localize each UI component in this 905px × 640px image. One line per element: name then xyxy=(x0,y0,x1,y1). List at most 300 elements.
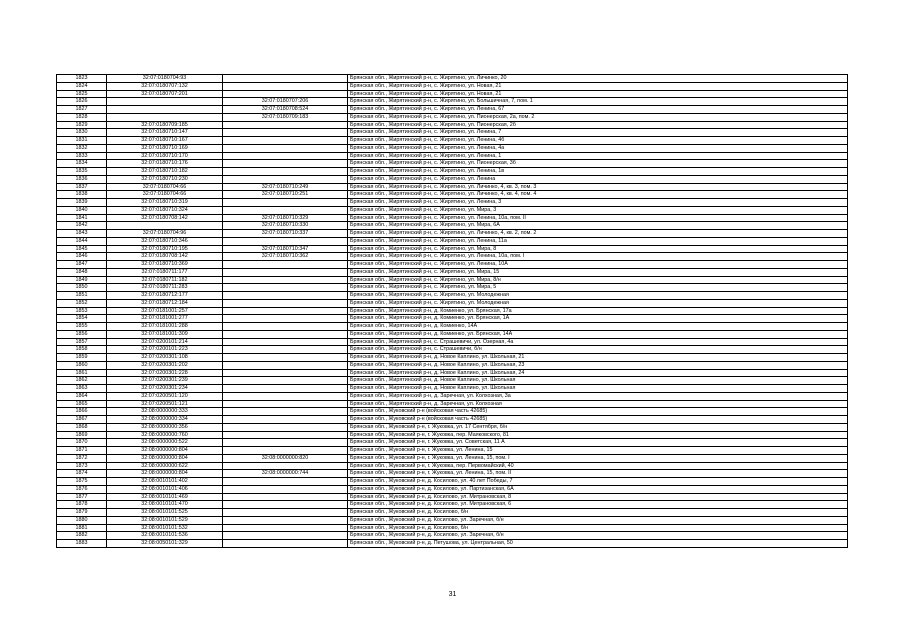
address-cell: Брянская обл., Жирятинский р-н, с. Жирятино, ул. Ленина, 1в xyxy=(348,168,848,176)
row-number-cell: 1857 xyxy=(57,338,107,346)
row-number-cell: 1826 xyxy=(57,98,107,106)
premises-number-cell: 32:07:0180710:251 xyxy=(223,191,348,199)
cadastral-number-cell: 32:07:0181001:288 xyxy=(107,323,223,331)
table-row xyxy=(57,230,848,238)
table-row xyxy=(57,416,848,424)
address-cell: Брянская обл., Жуковский р-н, д. Косилово, ул. Заречная, б/н xyxy=(348,516,848,524)
cadastral-number-cell: 32:07:0200301:234 xyxy=(107,385,223,393)
row-number-cell: 1850 xyxy=(57,284,107,292)
table-row xyxy=(57,75,848,83)
table-row xyxy=(57,237,848,245)
premises-number-cell: 32:07:0180710:362 xyxy=(223,253,348,261)
premises-number-cell xyxy=(223,299,348,307)
table-row xyxy=(57,392,848,400)
address-cell: Брянская обл., Жирятинский р-н, д. Комиенко, ул. Брянская, 1А xyxy=(348,315,848,323)
address-cell: Брянская обл., Жирятинский р-н, д. Комиенко, ул. Брянская, 17а xyxy=(348,307,848,315)
premises-number-cell xyxy=(223,540,348,548)
table-row xyxy=(57,183,848,191)
address-cell: Брянская обл., Жуковский р-н, д. Косилово, б/н xyxy=(348,509,848,517)
premises-number-cell xyxy=(223,408,348,416)
row-number-cell: 1831 xyxy=(57,137,107,145)
cadastral-number-cell: 32:07:0180710:170 xyxy=(107,152,223,160)
address-cell: Брянская обл., Жирятинский р-н, с. Страшевичи, б/н xyxy=(348,346,848,354)
address-cell: Брянская обл., Жуковский р-н, д. Косилово, ул. Партизанская, 6А xyxy=(348,485,848,493)
cadastral-number-cell: 32:08:0000000:356 xyxy=(107,423,223,431)
cadastral-number-cell xyxy=(107,222,223,230)
address-cell: Брянская обл., Жирятинский р-н, с. Жирятино, ул. Ленина, 4б xyxy=(348,137,848,145)
row-number-cell: 1877 xyxy=(57,493,107,501)
cadastral-number-cell: 32:08:0000000:760 xyxy=(107,431,223,439)
premises-number-cell xyxy=(223,361,348,369)
row-number-cell: 1843 xyxy=(57,230,107,238)
row-number-cell: 1854 xyxy=(57,315,107,323)
premises-number-cell xyxy=(223,261,348,269)
premises-number-cell xyxy=(223,307,348,315)
address-cell: Брянская обл., Жуковский р-н, д. Петушова, ул. Центральная, 50 xyxy=(348,540,848,548)
address-cell: Брянская обл., Жуковский р-н, д. Косилово, ул. Митрановская, 6 xyxy=(348,501,848,509)
premises-number-cell: 32:07:0180709:183 xyxy=(223,113,348,121)
row-number-cell: 1824 xyxy=(57,82,107,90)
address-cell: Брянская обл., Жирятинский р-н, с. Жирятино, ул. Ленина, 11а xyxy=(348,237,848,245)
premises-number-cell xyxy=(223,392,348,400)
cadastral-number-cell: 32:07:0180710:167 xyxy=(107,137,223,145)
address-cell: Брянская обл., Жирятинский р-н, с. Жирятино, ул. Личинко, 4, кв. 2, пом. 2 xyxy=(348,230,848,238)
cadastral-number-cell: 32:07:0180710:319 xyxy=(107,199,223,207)
cadastral-number-cell: 32:07:0180704:66 xyxy=(107,183,223,191)
table-row xyxy=(57,400,848,408)
table-row xyxy=(57,330,848,338)
premises-number-cell xyxy=(223,152,348,160)
row-number-cell: 1836 xyxy=(57,175,107,183)
table-row xyxy=(57,90,848,98)
address-cell: Брянская обл., Жуковский р-н, г. Жуковка, ул. Советская, 11 А xyxy=(348,439,848,447)
cadastral-number-cell: 32:07:0180704:93 xyxy=(107,75,223,83)
premises-number-cell xyxy=(223,400,348,408)
address-cell: Брянская обл., Жирятинский р-н, с. Жирятино, ул. Мира, 15 xyxy=(348,268,848,276)
row-number-cell: 1834 xyxy=(57,160,107,168)
cadastral-number-cell: 32:08:0010101:529 xyxy=(107,516,223,524)
premises-number-cell xyxy=(223,330,348,338)
cadastral-number-cell: 32:07:0181001:257 xyxy=(107,307,223,315)
cadastral-number-cell: 32:07:0180708:142 xyxy=(107,253,223,261)
table-row xyxy=(57,222,848,230)
premises-number-cell xyxy=(223,377,348,385)
premises-number-cell xyxy=(223,206,348,214)
premises-number-cell xyxy=(223,144,348,152)
row-number-cell: 1868 xyxy=(57,423,107,431)
premises-number-cell xyxy=(223,284,348,292)
table-row xyxy=(57,524,848,532)
row-number-cell: 1858 xyxy=(57,346,107,354)
address-cell: Брянская обл., Жирятинский р-н, д. Новое Каплино, ул. Школьная, 24 xyxy=(348,369,848,377)
table-row xyxy=(57,121,848,129)
premises-number-cell xyxy=(223,346,348,354)
address-cell: Брянская обл., Жуковский р-н (войсковая часть 42685) xyxy=(348,408,848,416)
address-cell: Брянская обл., Жуковский р-н, д. Косилово, ул. Митрановская, 8 xyxy=(348,493,848,501)
table-row xyxy=(57,191,848,199)
registry-table-body xyxy=(57,75,848,548)
table-row xyxy=(57,106,848,114)
row-number-cell: 1875 xyxy=(57,478,107,486)
table-row xyxy=(57,346,848,354)
cadastral-number-cell: 32:08:0010101:525 xyxy=(107,509,223,517)
cadastral-number-cell: 32:08:0010101:469 xyxy=(107,493,223,501)
row-number-cell: 1828 xyxy=(57,113,107,121)
address-cell: Брянская обл., Жирятинский р-н, с. Жирятино, ул. Личинко, 4, кв. 4, пом. 4 xyxy=(348,191,848,199)
premises-number-cell xyxy=(223,516,348,524)
address-cell: Брянская обл., Жирятинский р-н, д. Новое Каплино, ул. Школьная xyxy=(348,377,848,385)
row-number-cell: 1851 xyxy=(57,292,107,300)
row-number-cell: 1844 xyxy=(57,237,107,245)
row-number-cell: 1872 xyxy=(57,454,107,462)
premises-number-cell xyxy=(223,439,348,447)
premises-number-cell xyxy=(223,501,348,509)
premises-number-cell xyxy=(223,447,348,455)
table-row xyxy=(57,144,848,152)
table-row xyxy=(57,206,848,214)
row-number-cell: 1842 xyxy=(57,222,107,230)
table-row xyxy=(57,253,848,261)
address-cell: Брянская обл., Жирятинский р-н, с. Жирятино, ул. Мира, 5 xyxy=(348,284,848,292)
row-number-cell: 1827 xyxy=(57,106,107,114)
cadastral-number-cell: 32:07:0180710:230 xyxy=(107,175,223,183)
cadastral-number-cell: 32:07:0180711:182 xyxy=(107,276,223,284)
row-number-cell: 1825 xyxy=(57,90,107,98)
row-number-cell: 1855 xyxy=(57,323,107,331)
table-row xyxy=(57,501,848,509)
address-cell: Брянская обл., Жуковский р-н, г. Жуковка, пер. Первомайский, 40 xyxy=(348,462,848,470)
row-number-cell: 1860 xyxy=(57,361,107,369)
table-row xyxy=(57,408,848,416)
row-number-cell: 1823 xyxy=(57,75,107,83)
cadastral-number-cell: 32:08:0000000:333 xyxy=(107,408,223,416)
row-number-cell: 1861 xyxy=(57,369,107,377)
premises-number-cell xyxy=(223,82,348,90)
premises-number-cell: 32:07:0180710:337 xyxy=(223,230,348,238)
premises-number-cell: 32:07:0180707:206 xyxy=(223,98,348,106)
premises-number-cell xyxy=(223,354,348,362)
premises-number-cell xyxy=(223,268,348,276)
table-row xyxy=(57,284,848,292)
cadastral-number-cell: 32:08:0000000:522 xyxy=(107,439,223,447)
premises-number-cell xyxy=(223,137,348,145)
address-cell: Брянская обл., Жирятинский р-н, с. Жирятино, ул. Новая, 21 xyxy=(348,82,848,90)
table-row xyxy=(57,98,848,106)
premises-number-cell xyxy=(223,75,348,83)
premises-number-cell xyxy=(223,237,348,245)
table-row xyxy=(57,113,848,121)
row-number-cell: 1839 xyxy=(57,199,107,207)
cadastral-number-cell: 32:08:0050101:329 xyxy=(107,540,223,548)
address-cell: Брянская обл., Жирятинский р-н, д. Комиенко, ул. Брянская, 14А xyxy=(348,330,848,338)
premises-number-cell xyxy=(223,524,348,532)
premises-number-cell xyxy=(223,493,348,501)
address-cell: Брянская обл., Жирятинский р-н, с. Жирятино, ул. Пионерская, 2а, пом. 2 xyxy=(348,113,848,121)
cadastral-number-cell: 32:07:0180712:177 xyxy=(107,292,223,300)
cadastral-number-cell: 32:07:0180707:132 xyxy=(107,82,223,90)
premises-number-cell xyxy=(223,338,348,346)
address-cell: Брянская обл., Жирятинский р-н, с. Жирятино, ул. Мира, 6А xyxy=(348,222,848,230)
address-cell: Брянская обл., Жирятинский р-н, с. Жирятино, ул. Личинко, 20 xyxy=(348,75,848,83)
table-row xyxy=(57,540,848,548)
row-number-cell: 1883 xyxy=(57,540,107,548)
address-cell: Брянская обл., Жирятинский р-н, с. Жирятино, ул. Ленина, 67 xyxy=(348,106,848,114)
cadastral-number-cell: 32:07:0180710:369 xyxy=(107,261,223,269)
premises-number-cell xyxy=(223,129,348,137)
row-number-cell: 1852 xyxy=(57,299,107,307)
cadastral-number-cell xyxy=(107,98,223,106)
premises-number-cell xyxy=(223,485,348,493)
premises-number-cell xyxy=(223,292,348,300)
cadastral-number-cell: 32:08:0010101:532 xyxy=(107,524,223,532)
cadastral-number-cell: 32:07:0181001:277 xyxy=(107,315,223,323)
cadastral-number-cell: 32:07:0200301:228 xyxy=(107,369,223,377)
address-cell: Брянская обл., Жуковский р-н, г. Жуковка, ул. Ленина, 15, пом. II xyxy=(348,470,848,478)
cadastral-number-cell: 32:07:0180704:66 xyxy=(107,191,223,199)
address-cell: Брянская обл., Жирятинский р-н, с. Жирятино, ул. Личинко, 4, кв. 3, пом. 3 xyxy=(348,183,848,191)
cadastral-number-cell: 32:08:0000000:804 xyxy=(107,447,223,455)
address-cell: Брянская обл., Жирятинский р-н, с. Жирятино, ул. Новая, 21 xyxy=(348,90,848,98)
table-row xyxy=(57,454,848,462)
address-cell: Брянская обл., Жирятинский р-н, д. Комиенко, 14А xyxy=(348,323,848,331)
premises-number-cell xyxy=(223,462,348,470)
row-number-cell: 1867 xyxy=(57,416,107,424)
cadastral-number-cell: 32:07:0200101:214 xyxy=(107,338,223,346)
address-cell: Брянская обл., Жирятинский р-н, с. Жирятино, ул. Ленина, 1 xyxy=(348,152,848,160)
address-cell: Брянская обл., Жуковский р-н, д. Косилово, ул. Заречная, б/н xyxy=(348,532,848,540)
row-number-cell: 1848 xyxy=(57,268,107,276)
row-number-cell: 1876 xyxy=(57,485,107,493)
row-number-cell: 1879 xyxy=(57,509,107,517)
table-row xyxy=(57,292,848,300)
premises-number-cell: 32:07:0180710:329 xyxy=(223,214,348,222)
address-cell: Брянская обл., Жирятинский р-н, с. Жирятино, ул. Ленина, 4а xyxy=(348,144,848,152)
cadastral-number-cell: 32:07:0200501:120 xyxy=(107,392,223,400)
row-number-cell: 1841 xyxy=(57,214,107,222)
address-cell: Брянская обл., Жирятинский р-н, с. Жирятино, ул. Ленина, 7 xyxy=(348,129,848,137)
row-number-cell: 1865 xyxy=(57,400,107,408)
cadastral-number-cell: 32:07:0200101:223 xyxy=(107,346,223,354)
cadastral-number-cell: 32:07:0181001:309 xyxy=(107,330,223,338)
premises-number-cell xyxy=(223,509,348,517)
cadastral-number-cell: 32:07:0180708:142 xyxy=(107,214,223,222)
registry-table xyxy=(56,74,848,548)
table-row xyxy=(57,516,848,524)
table-row xyxy=(57,175,848,183)
premises-number-cell: 32:08:0000000:820 xyxy=(223,454,348,462)
table-row xyxy=(57,261,848,269)
row-number-cell: 1840 xyxy=(57,206,107,214)
row-number-cell: 1847 xyxy=(57,261,107,269)
address-cell: Брянская обл., Жирятинский р-н, д. Новое Каплино, ул. Школьная xyxy=(348,385,848,393)
cadastral-number-cell: 32:07:0180709:185 xyxy=(107,121,223,129)
premises-number-cell xyxy=(223,175,348,183)
premises-number-cell: 32:07:0180710:330 xyxy=(223,222,348,230)
table-row xyxy=(57,129,848,137)
premises-number-cell xyxy=(223,532,348,540)
cadastral-number-cell: 32:07:0180711:283 xyxy=(107,284,223,292)
address-cell: Брянская обл., Жуковский р-н, г. Жуковка, ул. 17 Сентября, б/н xyxy=(348,423,848,431)
cadastral-number-cell: 32:08:0010101:402 xyxy=(107,478,223,486)
table-row xyxy=(57,423,848,431)
table-row xyxy=(57,160,848,168)
row-number-cell: 1829 xyxy=(57,121,107,129)
table-row xyxy=(57,385,848,393)
cadastral-number-cell: 32:08:0010101:470 xyxy=(107,501,223,509)
row-number-cell: 1866 xyxy=(57,408,107,416)
table-row xyxy=(57,323,848,331)
address-cell: Брянская обл., Жирятинский р-н, с. Страшевичи, ул. Озерная, 4а xyxy=(348,338,848,346)
table-row xyxy=(57,377,848,385)
row-number-cell: 1878 xyxy=(57,501,107,509)
premises-number-cell: 32:07:0180710:249 xyxy=(223,183,348,191)
address-cell: Брянская обл., Жирятинский р-н, д. Новое Каплино, ул. Школьная, 21 xyxy=(348,354,848,362)
row-number-cell: 1863 xyxy=(57,385,107,393)
table-row xyxy=(57,354,848,362)
premises-number-cell: 32:07:0180710:347 xyxy=(223,245,348,253)
premises-number-cell xyxy=(223,160,348,168)
cadastral-number-cell: 32:07:0200301:202 xyxy=(107,361,223,369)
row-number-cell: 1869 xyxy=(57,431,107,439)
cadastral-number-cell: 32:07:0180710:346 xyxy=(107,237,223,245)
cadastral-number-cell: 32:07:0200301:108 xyxy=(107,354,223,362)
address-cell: Брянская обл., Жуковский р-н, г. Жуковка, ул. Ленина, 15, пом. I xyxy=(348,454,848,462)
cadastral-number-cell: 32:07:0180711:177 xyxy=(107,268,223,276)
row-number-cell: 1862 xyxy=(57,377,107,385)
table-row xyxy=(57,478,848,486)
table-row xyxy=(57,338,848,346)
address-cell: Брянская обл., Жирятинский р-н, с. Жирятино, ул. Молодежная xyxy=(348,299,848,307)
address-cell: Брянская обл., Жирятинский р-н, с. Жирятино, ул. Ленина, 10а, пом. I xyxy=(348,253,848,261)
cadastral-number-cell: 32:08:0010101:406 xyxy=(107,485,223,493)
address-cell: Брянская обл., Жирятинский р-н, с. Жирятино, ул. Пионерская, 3б xyxy=(348,160,848,168)
row-number-cell: 1838 xyxy=(57,191,107,199)
cadastral-number-cell xyxy=(107,106,223,114)
table-row xyxy=(57,307,848,315)
premises-number-cell xyxy=(223,315,348,323)
table-row xyxy=(57,532,848,540)
table-row xyxy=(57,431,848,439)
cadastral-number-cell: 32:07:0180712:184 xyxy=(107,299,223,307)
row-number-cell: 1830 xyxy=(57,129,107,137)
cadastral-number-cell: 32:07:0180704:96 xyxy=(107,230,223,238)
premises-number-cell xyxy=(223,168,348,176)
premises-number-cell xyxy=(223,199,348,207)
row-number-cell: 1859 xyxy=(57,354,107,362)
address-cell: Брянская обл., Жирятинский р-н, с. Жирятино, ул. Ленина, 3 xyxy=(348,199,848,207)
cadastral-number-cell: 32:07:0180710:182 xyxy=(107,168,223,176)
table-row xyxy=(57,462,848,470)
table-row xyxy=(57,245,848,253)
row-number-cell: 1864 xyxy=(57,392,107,400)
address-cell: Брянская обл., Жуковский р-н, д. Косилово, б/н xyxy=(348,524,848,532)
premises-number-cell: 32:08:0000000:744 xyxy=(223,470,348,478)
cadastral-number-cell: 32:08:0000000:804 xyxy=(107,454,223,462)
table-row xyxy=(57,137,848,145)
row-number-cell: 1833 xyxy=(57,152,107,160)
row-number-cell: 1856 xyxy=(57,330,107,338)
table-row xyxy=(57,485,848,493)
table-row xyxy=(57,199,848,207)
premises-number-cell xyxy=(223,323,348,331)
row-number-cell: 1873 xyxy=(57,462,107,470)
address-cell: Брянская обл., Жирятинский р-н, с. Жирятино, ул. Пионерская, 2б xyxy=(348,121,848,129)
premises-number-cell: 32:07:0180708:524 xyxy=(223,106,348,114)
address-cell: Брянская обл., Жирятинский р-н, д. Заречная, ул. Колхозная xyxy=(348,400,848,408)
table-row xyxy=(57,361,848,369)
table-row xyxy=(57,276,848,284)
row-number-cell: 1871 xyxy=(57,447,107,455)
premises-number-cell xyxy=(223,478,348,486)
table-row xyxy=(57,447,848,455)
row-number-cell: 1837 xyxy=(57,183,107,191)
table-row xyxy=(57,82,848,90)
premises-number-cell xyxy=(223,276,348,284)
address-cell: Брянская обл., Жирятинский р-н, с. Жирятино, ул. Мира, 8 xyxy=(348,245,848,253)
row-number-cell: 1881 xyxy=(57,524,107,532)
premises-number-cell xyxy=(223,121,348,129)
table-row xyxy=(57,470,848,478)
table-row xyxy=(57,369,848,377)
table-row xyxy=(57,214,848,222)
address-cell: Брянская обл., Жуковский р-н, г. Жуковка, пер. Маяковского, 81 xyxy=(348,431,848,439)
premises-number-cell xyxy=(223,385,348,393)
cadastral-number-cell: 32:07:0200501:121 xyxy=(107,400,223,408)
address-cell: Брянская обл., Жирятинский р-н, с. Жирятино, ул. Большичная, 7, пом. 1 xyxy=(348,98,848,106)
table-row xyxy=(57,439,848,447)
row-number-cell: 1849 xyxy=(57,276,107,284)
row-number-cell: 1874 xyxy=(57,470,107,478)
address-cell: Брянская обл., Жуковский р-н, г. Жуковка, ул. Ленина, 15 xyxy=(348,447,848,455)
cadastral-number-cell: 32:07:0180710:195 xyxy=(107,245,223,253)
premises-number-cell xyxy=(223,431,348,439)
page-number: 31 xyxy=(448,591,457,598)
address-cell: Брянская обл., Жирятинский р-н, с. Жирятино, ул. Ленина xyxy=(348,175,848,183)
premises-number-cell xyxy=(223,369,348,377)
cadastral-number-cell: 32:07:0180710:176 xyxy=(107,160,223,168)
row-number-cell: 1880 xyxy=(57,516,107,524)
premises-number-cell xyxy=(223,90,348,98)
premises-number-cell xyxy=(223,423,348,431)
table-row xyxy=(57,493,848,501)
address-cell: Брянская обл., Жирятинский р-н, с. Жирятино, ул. Мира, 3 xyxy=(348,206,848,214)
cadastral-number-cell: 32:07:0180710:169 xyxy=(107,144,223,152)
address-cell: Брянская обл., Жуковский р-н (войсковая часть 42685) xyxy=(348,416,848,424)
table-row xyxy=(57,509,848,517)
cadastral-number-cell: 32:08:0000000:622 xyxy=(107,462,223,470)
address-cell: Брянская обл., Жирятинский р-н, с. Жирятино, ул. Ленина, 10а, пом. II xyxy=(348,214,848,222)
cadastral-number-cell: 32:08:0010101:536 xyxy=(107,532,223,540)
table-row xyxy=(57,299,848,307)
cadastral-number-cell: 32:07:0180710:147 xyxy=(107,129,223,137)
row-number-cell: 1846 xyxy=(57,253,107,261)
cadastral-number-cell: 32:07:0200301:239 xyxy=(107,377,223,385)
row-number-cell: 1835 xyxy=(57,168,107,176)
address-cell: Брянская обл., Жирятинский р-н, с. Жирятино, ул. Ленина, 10А xyxy=(348,261,848,269)
cadastral-number-cell xyxy=(107,113,223,121)
address-cell: Брянская обл., Жуковский р-н, д. Косилово, ул. 40 лет Победы, 7 xyxy=(348,478,848,486)
cadastral-number-cell: 32:08:0000000:334 xyxy=(107,416,223,424)
address-cell: Брянская обл., Жирятинский р-н, д. Заречная, ул. Колхозная, 3а xyxy=(348,392,848,400)
row-number-cell: 1845 xyxy=(57,245,107,253)
table-row xyxy=(57,152,848,160)
row-number-cell: 1882 xyxy=(57,532,107,540)
table-row xyxy=(57,315,848,323)
cadastral-number-cell: 32:08:0000000:804 xyxy=(107,470,223,478)
row-number-cell: 1870 xyxy=(57,439,107,447)
cadastral-number-cell: 32:07:0180710:324 xyxy=(107,206,223,214)
row-number-cell: 1853 xyxy=(57,307,107,315)
